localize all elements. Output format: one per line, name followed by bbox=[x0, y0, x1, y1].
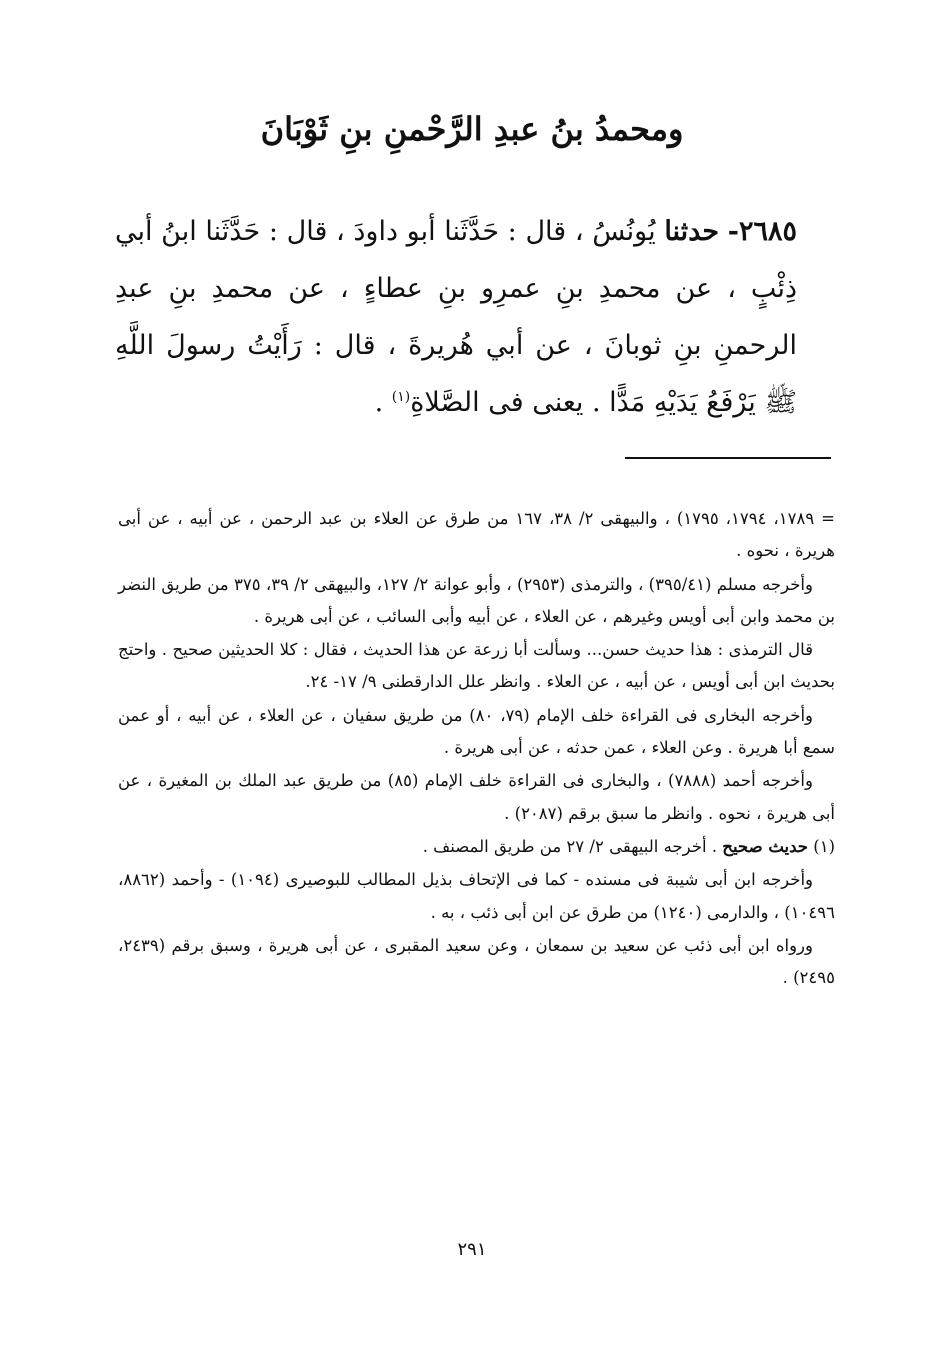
footnote-paragraph: وأخرجه البخارى فى القراءة خلف الإمام (٧٩، ٨٠) من طريق سفيان ، عن العلاء ، عن أبيه ، أو عمن سمع أبا هريرة . وعن العلاء ، عمن حدثه ، عن أبى هريرة . bbox=[118, 705, 835, 758]
footnotes bbox=[118, 503, 835, 995]
footnote-paragraph: وأخرجه مسلم (٣٩٥/٤١) ، والترمذى (٢٩٥٣) ، وأبو عوانة ٢/ ١٢٧، والبيهقى ٢/ ٣٩، ٣٧٥ من طريق النضر بن محمد وابن أبى أويس وغيرهم ، عن العلاء ، عن أبيه وأبى السائب ، عن أبى هريرة . bbox=[118, 574, 835, 626]
grading: حديث صحيح bbox=[722, 836, 808, 856]
hadith-text bbox=[115, 203, 797, 431]
hadith-end: . bbox=[374, 387, 392, 418]
footnote-paragraph: قال الترمذى : هذا حديث حسن... وسألت أبا زرعة عن هذا الحديث ، فقال : كلا الحديثين صحيح . واحتج بحديث ابن أبى أويس ، عن أبيه ، عن العلاء . وانظر علل الدارقطنى ٩/ ١٧- ٢٤. bbox=[118, 640, 835, 692]
footnote-one bbox=[118, 831, 835, 863]
footnote-number: (١) bbox=[813, 836, 835, 856]
hadith-body: يُونُسُ ، قال : حَدَّثَنا أبو داودَ ، قال : حَدَّثَنا ابنُ أبي ذِئْبٍ ، عن محمدِ بنِ عمرِو بنِ عطاءٍ ، عن محمدِ بنِ عبدِ الرحمنِ بنِ ثوبانَ ، عن أبي هُريرةَ ، قال : رَأَيْتُ رسولَ اللَّهِ ﷺ يَرْفَعُ يَدَيْهِ مَدًّا . يعنى فى الصَّلاةِ bbox=[115, 216, 797, 418]
footnote-paragraph: ورواه ابن أبى ذئب عن سعيد بن سمعان ، وعن سعيد المقبرى ، عن أبى هريرة ، وسبق برقم (٢٤٣٩، ٢٤٩٥) . bbox=[118, 935, 835, 988]
footnote-paragraph: وأخرجه أحمد (٧٨٨٨) ، والبخارى فى القراءة خلف الإمام (٨٥) من طريق عبد الملك بن المغيرة ، عن أبى هريرة ، نحوه . وانظر ما سبق برقم (٢٠٨٧) . bbox=[118, 771, 835, 823]
footnote-text: . أخرجه البيهقى ٢/ ٢٧ من طريق المصنف . bbox=[422, 836, 718, 856]
page-number: ٢٩١ bbox=[457, 1239, 487, 1260]
footnote-paragraph: وأخرجه ابن أبى شيبة فى مسنده - كما فى الإتحاف بذيل المطالب للبوصيرى (١٠٩٤) - وأحمد (٨٨٦٢، ١٠٤٩٦) ، والدارمى (١٢٤٠) من طرق عن ابن أبى ذئب ، به . bbox=[118, 870, 835, 922]
chapter-heading: ومحمدُ بنُ عبدِ الرَّحْمنِ بنِ ثَوْبَانَ bbox=[260, 110, 684, 148]
footnote-marker: (١) bbox=[391, 389, 411, 405]
footnote-separator bbox=[625, 457, 831, 459]
hadith-number: ٢٦٨٥- bbox=[727, 216, 797, 247]
hadith-lead-word: حدثنا bbox=[664, 216, 720, 247]
footnote-paragraph: = ١٧٨٩، ١٧٩٤، ١٧٩٥) ، والبيهقى ٢/ ٣٨، ١٦٧ من طرق عن العلاء بن عبد الرحمن ، عن أبيه ، عن أبى هريرة ، نحوه . bbox=[118, 509, 835, 561]
